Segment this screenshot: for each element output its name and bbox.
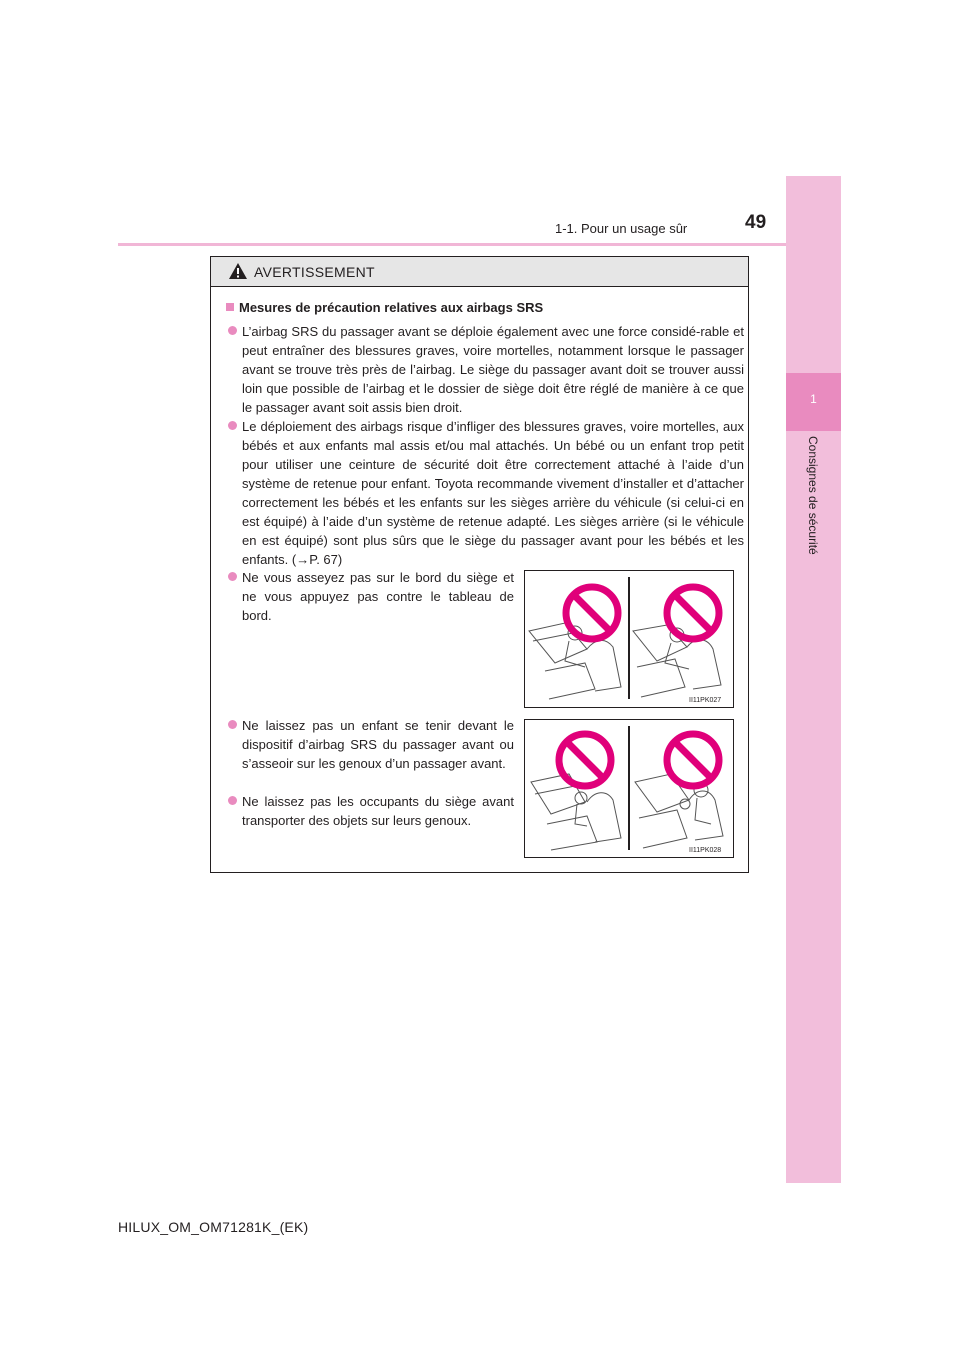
chapter-title: Consignes de sécurité (806, 436, 820, 555)
warning-header (211, 257, 748, 287)
bullet-dot-icon (228, 421, 237, 430)
warning-item-4: Ne laissez pas un enfant se tenir devant le dispositif d’airbag SRS du passager avant ou s’asseoir sur les genoux d’un passager avant. (242, 716, 514, 773)
illustration-child-front (524, 719, 734, 858)
warning-box (210, 256, 749, 873)
bullet-dot-icon (228, 326, 237, 335)
warning-subheading: Mesures de précaution relatives aux airbags SRS (226, 300, 543, 315)
prohibition-icon (667, 587, 719, 639)
section-title: 1-1. Pour un usage sûr (555, 221, 688, 236)
warning-item-5: Ne laissez pas les occupants du siège avant transporter des objets sur leurs genoux. (242, 792, 514, 830)
bullet-dot-icon (228, 720, 237, 729)
chapter-number: 1 (810, 392, 817, 406)
page-number: 49 (745, 212, 767, 233)
warning-item-2: Le déploiement des airbags risque d’infliger des blessures graves, voire mortelles, aux bébés et aux enfants mal assis et/ou mal attachés. Un bébé ou un enfant trop petit pour utiliser une ceinture de sécurité doit être correctement attaché à l’aide d’un système de retenue pour enfant. Toyota recommande vivement d’installer et d’attacher correctement les bébés et les enfants sur les sièges arrière du véhicule (si celui-ci en est équipé) à l’aide d’un système de retenue adapté. Les sièges arrière (si le véhicule en est équipé) sont plus sûrs que le siège du passager avant pour les bébés et les enfants. (→P. 67) (242, 417, 744, 569)
illustration-leaning-forward (524, 570, 734, 708)
prohibition-icon (559, 734, 611, 786)
bullet-dot-icon (228, 572, 237, 581)
warning-title: AVERTISSEMENT (254, 264, 375, 280)
warning-item-1: L’airbag SRS du passager avant se déploie également avec une force considé-rable et peut entraîner des blessures graves, voire mortelles, notamment lorsque le passager avant se trouve très près de l’airbag. Le siège du passager avant doit se trouver aussi loin que possible de l’airbag et le dossier de siège doit être réglé de manière à ce que le passager avant soit assis bien droit. (242, 322, 744, 417)
document-code: HILUX_OM_OM71281K_(EK) (118, 1219, 309, 1235)
illustration-code: II11PK028 (689, 847, 722, 854)
illustration-code: II11PK027 (689, 697, 722, 704)
bullet-dot-icon (228, 796, 237, 805)
warning-triangle-icon (228, 262, 248, 280)
header-rule (118, 243, 786, 246)
warning-item-3: Ne vous asseyez pas sur le bord du siège et ne vous appuyez pas contre le tableau de bord. (242, 568, 514, 625)
chapter-side-tab (786, 176, 841, 1183)
square-bullet-icon (226, 303, 234, 311)
prohibition-icon (566, 587, 618, 639)
prohibition-icon (667, 734, 719, 786)
